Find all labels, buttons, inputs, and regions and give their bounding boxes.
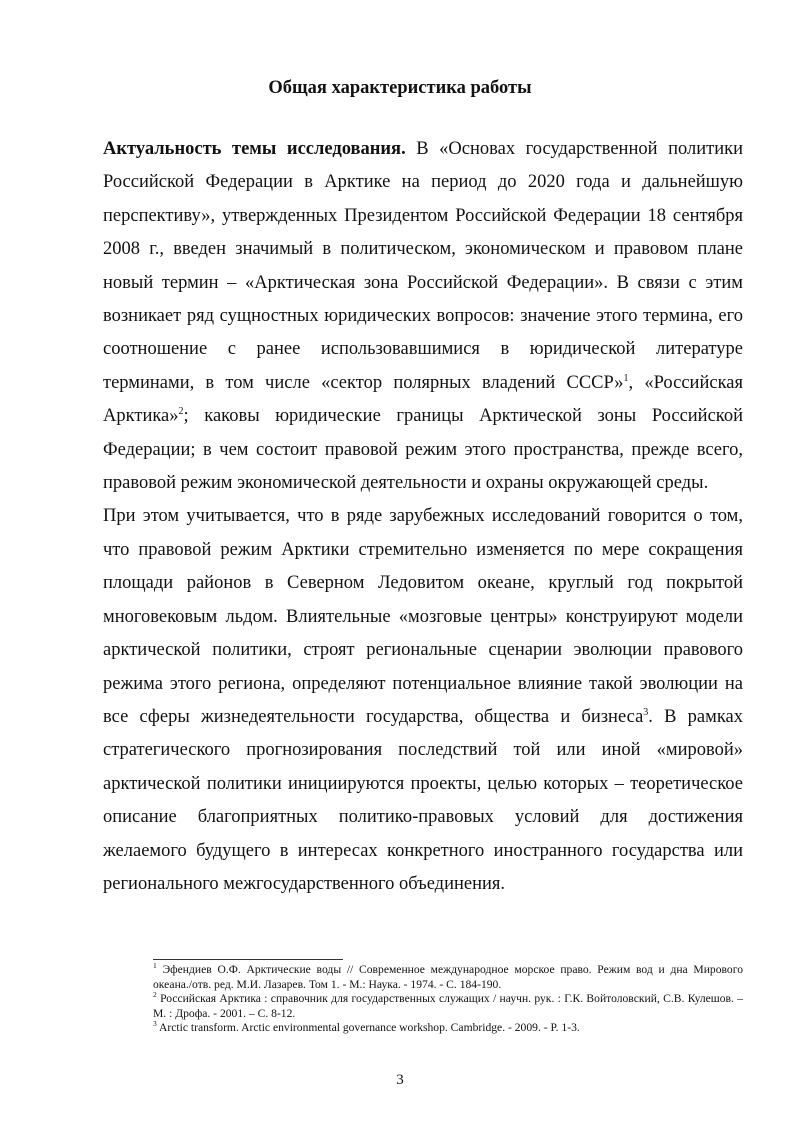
- page-number: 3: [396, 1072, 404, 1088]
- footnote-ref-3[interactable]: 3: [643, 706, 649, 718]
- footnote-2: [153, 992, 743, 1021]
- footnote-text: Arctic transform. Arctic environmental governance workshop. Cambridge. - 2009. - P. 1-3.: [156, 1021, 580, 1034]
- footnote-number: 2: [153, 990, 157, 1000]
- footnote-ref-1[interactable]: 1: [623, 372, 629, 384]
- paragraph-1-text-b: , «Российская Арктика»: [103, 372, 743, 427]
- paragraph-2-text-b: . В рамках стратегического прогнозирования последствий той или иной «мировой» арктической политики инициируются проекты, целью которых – теоретическое описание благоприятных политико-правовых условий для достижения желаемого будущего в интересах конкретного иностранного государства или регионального межгосударственного объединения.: [103, 706, 743, 894]
- section-title: Общая характеристика работы: [268, 78, 532, 98]
- footnote-text: Российская Арктика : справочник для государственных служащих / научн. рук. : Г.К. Войтоловский, С.В. Кулешов. – М. : Дрофа. - 2001. – С. 8-12.: [153, 992, 743, 1020]
- footnote-number: 3: [153, 1019, 157, 1029]
- footnote-ref-2[interactable]: 2: [178, 406, 184, 418]
- paragraph-1-text-a: В «Основах государственной политики Российской Федерации в Арктике на период до 2020 года и дальнейшую перспективу», утвержденных Президентом Российской Федерации 18 сентября 2008 г., введен значимый в политическом, экономическом и правовом плане новый термин – «Арктическая зона Российской Федерации». В связи с этим возникает ряд сущностных юридических вопросов: значение этого термина, его соотношение с ранее использовавшимися в юридической литературе терминами, в том числе «сектор полярных владений СССР»: [103, 139, 743, 393]
- footnotes: [153, 963, 743, 1036]
- body-text: [103, 133, 743, 901]
- paragraph-2: [103, 500, 743, 901]
- paragraph-2-text-a: При этом учитывается, что в ряде зарубежных исследований говорится о том, что правовой режим Арктики стремительно изменяется по мере сокращения площади районов в Северном Ледовитом океане, круглый год покрытой многовековым льдом. Влиятельные «мозговые центры» конструируют модели арктической политики, строят региональные сценарии эволюции правового режима этого региона, определяют потенциальное влияние такой эволюции на все сферы жизнедеятельности государства, общества и бизнеса: [103, 506, 743, 727]
- footnote-1: [153, 963, 743, 992]
- footnote-number: 1: [153, 961, 157, 971]
- footnote-text: Эфендиев О.Ф. Арктические воды // Современное международное морское право. Режим вод и дна Мирового океана./отв. ред. М.И. Лазарев. Том 1. - М.: Наука. - 1974. - С. 184-190.: [153, 963, 743, 991]
- footnote-divider: [153, 959, 343, 960]
- paragraph-relevance: [103, 133, 743, 500]
- relevance-heading: Актуальность темы исследования.: [103, 139, 406, 159]
- paragraph-1-text-c: ; каковы юридические границы Арктической зоны Российской Федерации; в чем состоит правовой режим этого пространства, прежде всего, правовой режим экономической деятельности и охраны окружающей среды.: [103, 406, 743, 494]
- footnote-3: [153, 1021, 743, 1036]
